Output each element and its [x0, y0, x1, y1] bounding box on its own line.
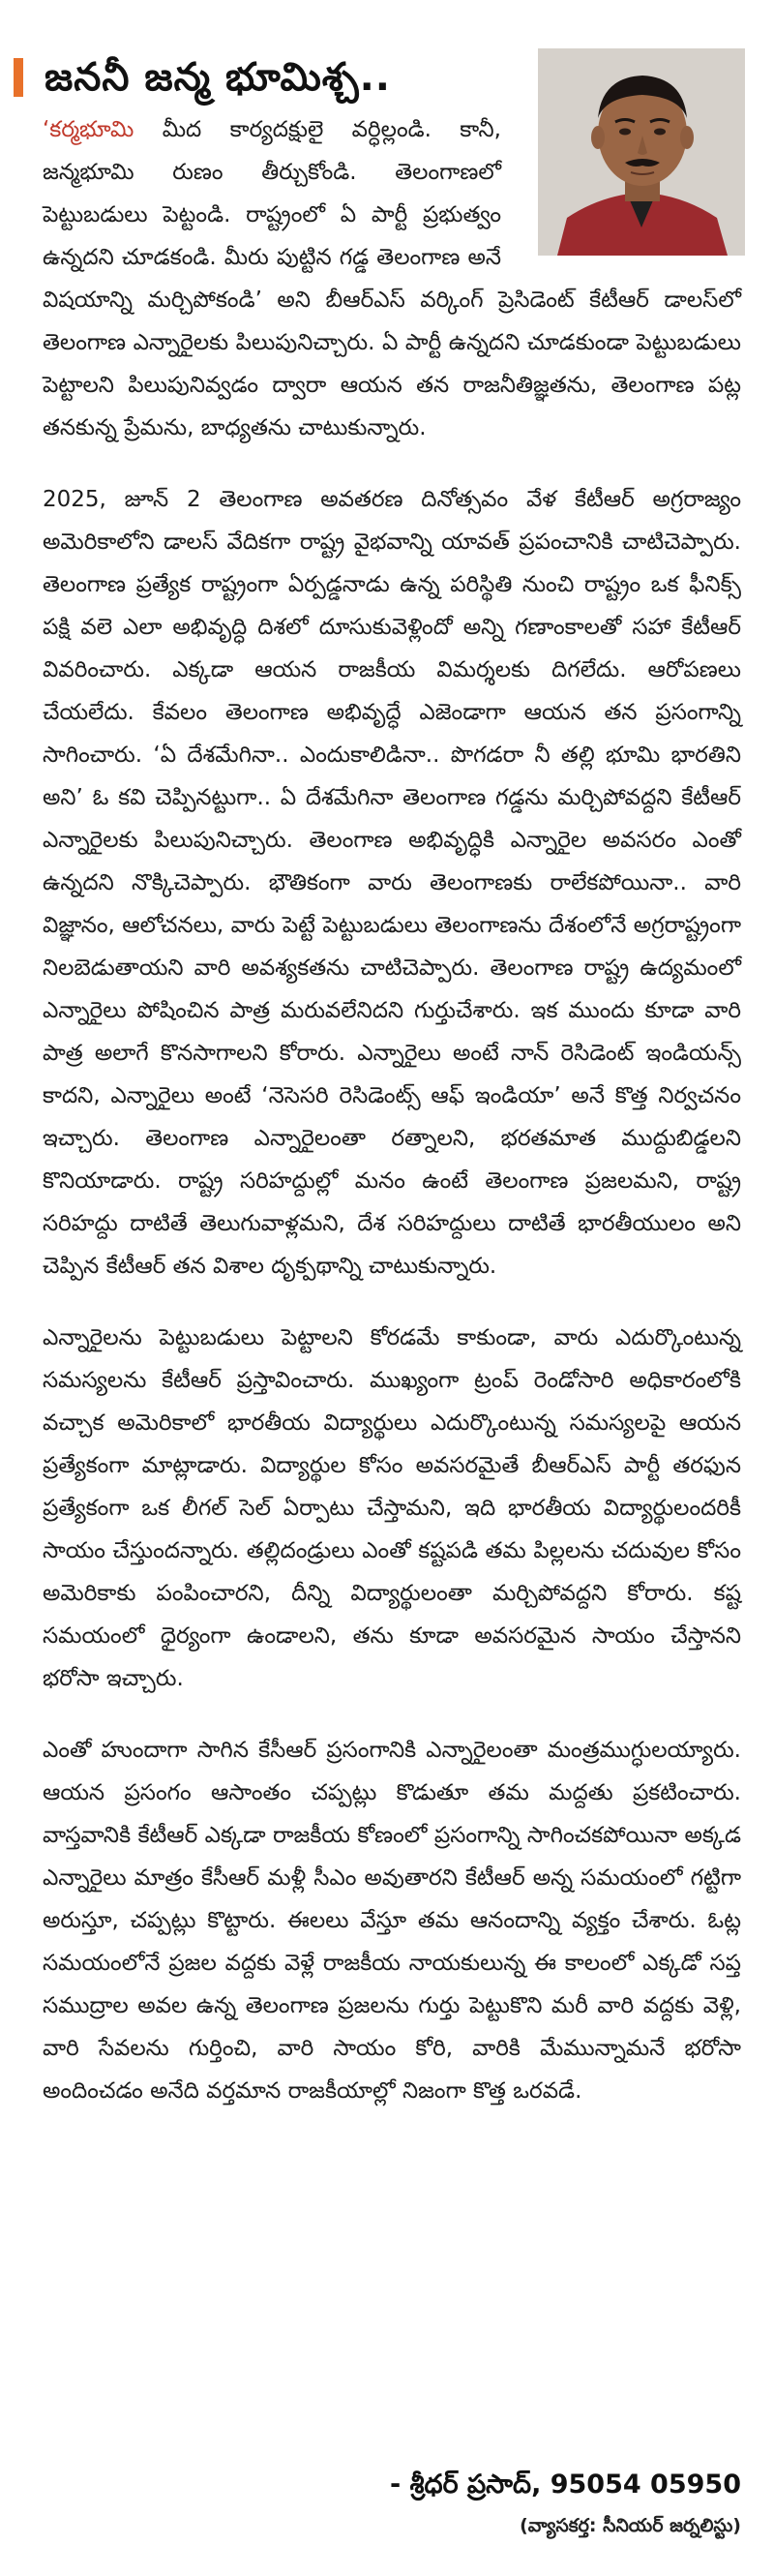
paragraph-2: 2025, జూన్ 2 తెలంగాణ అవతరణ దినోత్సవం వేళ కేటీఆర్ అగ్రరాజ్యం అమెరికాలోని డాలస్ వేదికగా రాష్ట్ర వైభవాన్ని యావత్ ప్రపంచానికి చాటిచెప్పారు. తెలంగాణ ప్రత్యేక రాష్ట్రంగా ఏర్పడ్డనాడు ఉన్న పరిస్థితి నుంచి రాష్ట్రం ఒక ఫీనిక్స్ పక్షి వలె ఎలా అభివృద్ధి దిశలో దూసుకువెళ్లిందో అన్ని గణాంకాలతో సహా కేటీఆర్ వివరించారు. ఎక్కడా ఆయన రాజకీయ విమర్శలకు దిగలేదు. ఆరోపణలు చేయలేదు. కేవలం తెలంగాణ అభివృద్ధే ఎజెండాగా ఆయన తన ప్రసంగాన్ని సాగించారు. ‘ఏ దేశమేగినా.. ఎందుకాలిడినా.. పొగడరా నీ తల్లి భూమి భారతిని అని’ ఓ కవి చెప్పినట్టుగా.. ఏ దేశమేగినా తెలంగాణ గడ్డను మర్చిపోవద్దని కేటీఆర్ ఎన్నారైలకు పిలుపునిచ్చారు. తెలంగాణ అభివృద్ధికి ఎన్నారైల అవసరం ఎంతో ఉన్నదని నొక్కిచెప్పారు. భౌతికంగా వారు తెలంగాణకు రాలేకపోయినా.. వారి విజ్ఞానం, ఆలోచనలు, వారు పెట్టే పెట్టుబడులు తెలంగాణను దేశంలోనే అగ్రరాష్ట్రంగా నిలబెడుతాయని వారి అవశ్యకతను చాటిచెప్పారు. తెలంగాణ రాష్ట్ర ఉద్యమంలో ఎన్నారైలు పోషించిన పాత్ర మరువలేనిదని గుర్తుచేశారు. ఇక ముందు కూడా వారి పాత్ర అలాగే కొనసాగాలని కోరారు. ఎన్నారైలు అంటే నాన్ రెసిడెంట్ ఇండియన్స్ కాదని, ఎన్నారైలు అంటే ‘నెసెసరి రెసిడెంట్స్ ఆఫ్ ఇండియా’ అనే కొత్త నిర్వచనం ఇచ్చారు. తెలంగాణ ఎన్నారైలంతా రత్నాలని, భరతమాత ముద్దుబిడ్డలని కొనియాడారు. రాష్ట్ర సరిహద్దుల్లో మనం ఉంటే తెలంగాణ ప్రజలమని, రాష్ట్ర సరిహద్దు దాటితే తెలుగువాళ్లమని, దేశ సరిహద్దులు దాటితే భారతీయులం అని చెప్పిన కేటీఆర్ తన విశాల దృక్పథాన్ని చాటుకున్నారు. — [43, 487, 741, 1279]
paragraph-4: ఎంతో హుందాగా సాగిన కేసీఆర్ ప్రసంగానికి ఎన్నారైలంతా మంత్రముగ్ధులయ్యారు. ఆయన ప్రసంగం ఆసాంతం చప్పట్లు కొడుతూ తమ మద్దతు ప్రకటించారు. వాస్తవానికి కేటీఆర్ ఎక్కడా రాజకీయ కోణంలో ప్రసంగాన్ని సాగించకపోయినా అక్కడ ఎన్నారైలు మాత్రం కేసీఆర్ మళ్లీ సీఎం అవుతారని కేటీఆర్ అన్న సమయంలో గట్టిగా అరుస్తూ, చప్పట్లు కొట్టారు. ఈలలు వేస్తూ తమ ఆనందాన్ని వ్యక్తం చేశారు. ఓట్ల సమయంలోనే ప్రజల వద్దకు వెళ్లే రాజకీయ నాయకులున్న ఈ కాలంలో ఎక్కడో సప్త సముద్రాల అవల ఉన్న తెలంగాణ ప్రజలను గుర్తు పెట్టుకొని మరీ వారి వద్దకు వెళ్లి, వారి సేవలను గుర్తించి, వారి సాయం కోరి, వారికి మేమున్నామనే భరోసా అందించడం అనేది వర్తమాన రాజకీయాల్లో నిజంగా కొత్త ఒరవడే. — [43, 1738, 741, 2104]
paragraph-1-text: మీద కార్యదక్షులై వర్ధిల్లండి. కానీ, జన్మభూమి రుణం తీర్చుకోండి. తెలంగాణలో పెట్టుబడులు పెట్టండి. రాష్ట్రంలో ఏ పార్టీ ప్రభుత్వం ఉన్నదని చూడకండి. మీరు పుట్టిన గడ్డ తెలంగాణ అనే విషయాన్ని మర్చిపోకండి’ అని బీఆర్‌ఎస్ వర్కింగ్ ప్రెసిడెంట్ కేటీఆర్ డాలస్‌లో తెలంగాణ ఎన్నారైలకు పిలుపునిచ్చారు. ఏ పార్టీ ఉన్నదని చూడకుండా పెట్టుబడులు పెట్టాలని పిలుపునివ్వడం ద్వారా ఆయన తన రాజనీతిజ్ఞతను, తెలంగాణ పట్ల తనకున్న ప్రేమను, బాధ్యతను చాటుకున్నారు. — [43, 117, 741, 440]
author-role: (వ్యాసకర్త: సీనియర్ జర్నలిస్టు) — [520, 2515, 741, 2536]
headline: జననీ జన్మ భూమిశ్చ.. — [45, 55, 392, 100]
paragraph-1 — [43, 108, 741, 449]
paragraph-3: ఎన్నారైలను పెట్టుబడులు పెట్టాలని కోరడమే కాకుండా, వారు ఎదుర్కొంటున్న సమస్యలను కేటీఆర్ ప్రస్తావించారు. ముఖ్యంగా ట్రంప్ రెండోసారి అధికారంలోకి వచ్చాక అమెరికాలో భారతీయ విద్యార్థులు ఎదుర్కొంటున్న సమస్యలపై ఆయన ప్రత్యేకంగా మాట్లాడారు. విద్యార్థుల కోసం అవసరమైతే బీఆర్‌ఎస్ పార్టీ తరఫున ప్రత్యేకంగా ఒక లీగల్ సెల్ ఏర్పాటు చేస్తామని, ఇది భారతీయ విద్యార్థులందరికీ సాయం చేస్తుందన్నారు. తల్లిదండ్రులు ఎంతో కష్టపడి తమ పిల్లలను చదువుల కోసం అమెరికాకు పంపించారని, దీన్ని విద్యార్థులంతా మర్చిపోవద్దని కోరారు. కష్ట సమయంలో ధైర్యంగా ఉండాలని, తను కూడా అవసరమైన సాయం చేస్తానని భరోసా ఇచ్చారు. — [43, 1325, 741, 1691]
photo-float-spacer — [501, 108, 741, 271]
lead-quote: ‘కర్మభూమి — [43, 117, 134, 142]
article-body — [43, 108, 741, 2141]
author-name: - శ్రీధర్ ప్రసాద్, 95054 05950 — [390, 2470, 741, 2500]
author-signature — [390, 2464, 741, 2545]
headline-accent-bar — [14, 58, 23, 97]
